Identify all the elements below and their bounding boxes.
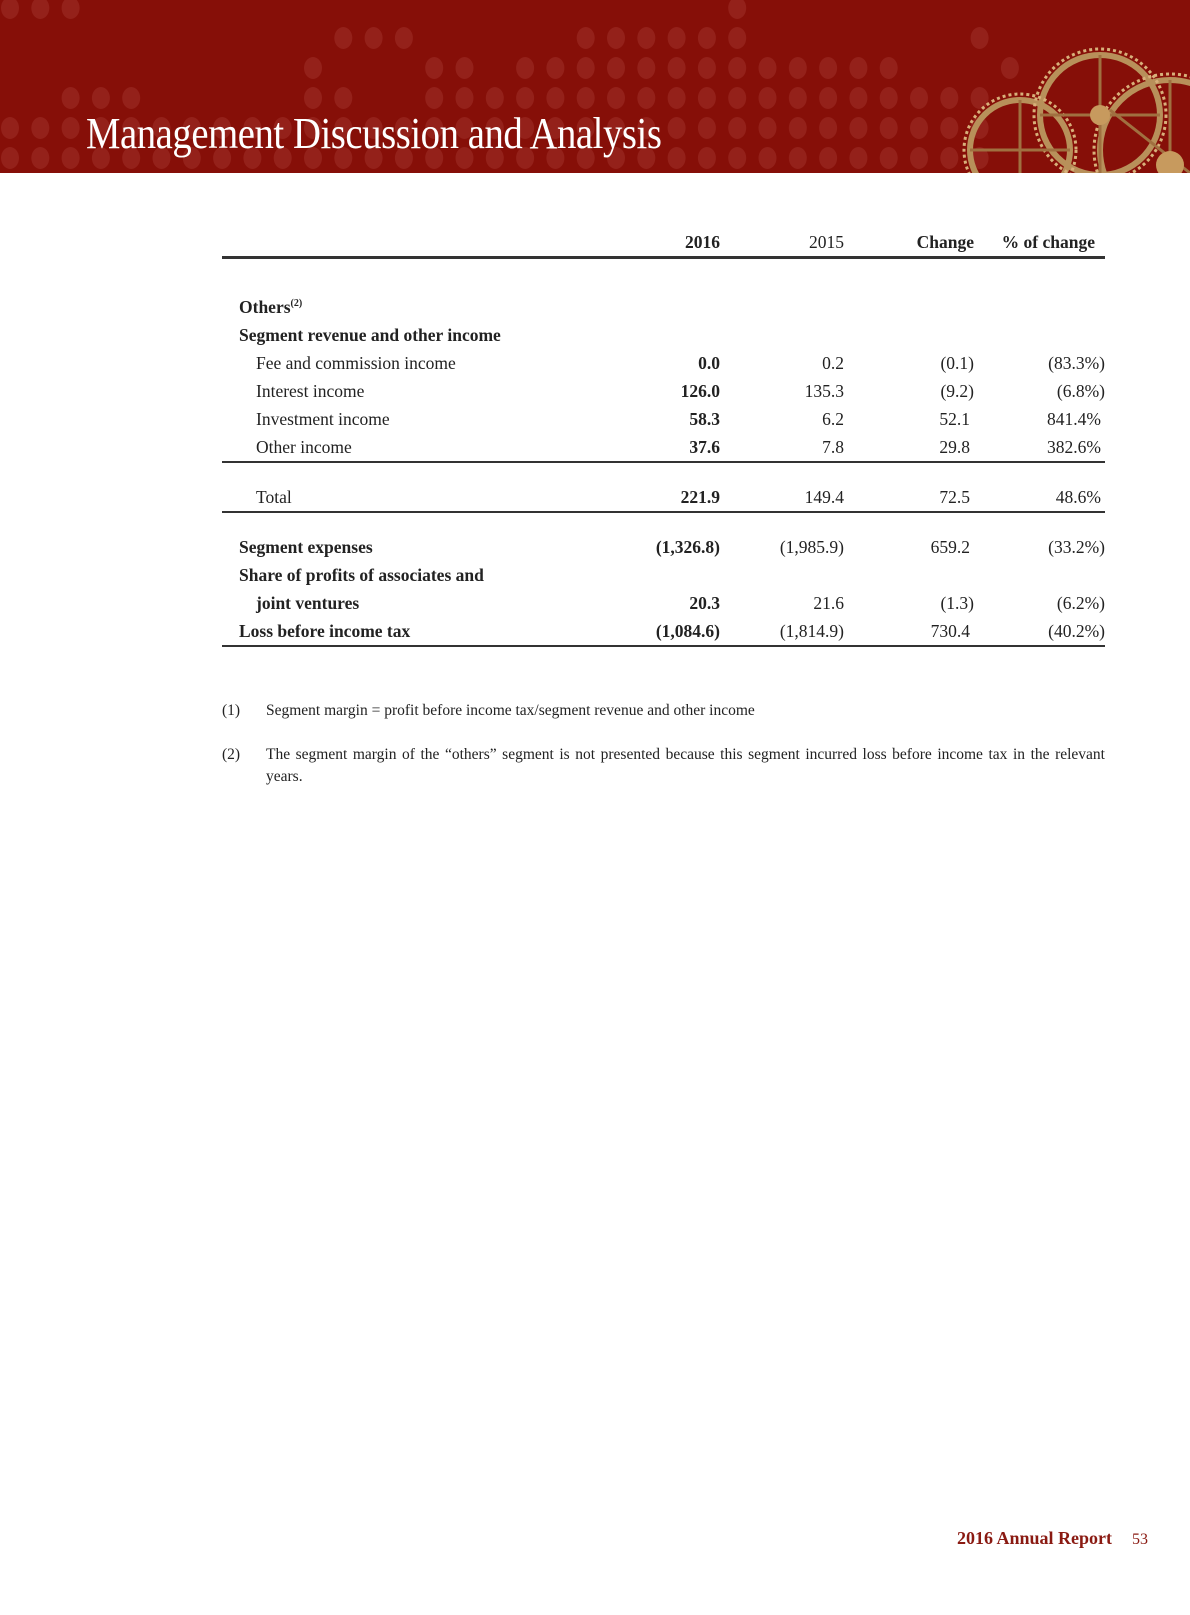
table-row	[222, 377, 1105, 405]
table-row	[222, 405, 1105, 433]
footnote-text: The segment margin of the “others” segment is not presented because this segment incurred loss before income tax in the relevant years.	[266, 746, 1105, 785]
col-2016: 2016	[685, 231, 720, 252]
footnote-mark: (2)	[222, 746, 241, 763]
row-label: Loss before income tax	[239, 620, 411, 641]
table-row-share-cont	[222, 589, 1105, 617]
cell-change: 52.1	[939, 408, 970, 429]
cell-2016: 20.3	[689, 592, 720, 613]
page-footer	[957, 1528, 1148, 1549]
row-label: Investment income	[256, 408, 390, 429]
section-label: Others	[239, 296, 291, 317]
subheading	[222, 321, 1105, 349]
report-name: 2016 Annual Report	[956, 1528, 1112, 1548]
cell-2015: 6.2	[822, 408, 844, 429]
table-row	[222, 433, 1105, 461]
row-label: Fee and commission income	[256, 352, 456, 373]
page-number: 53	[1132, 1531, 1148, 1548]
cell-2016: 0.0	[698, 352, 720, 373]
cell-2016: 58.3	[689, 408, 720, 429]
subheading-label: Segment revenue and other income	[239, 324, 501, 345]
cell-2016: 126.0	[680, 380, 720, 401]
row-label: Other income	[256, 436, 352, 457]
footnote-text: Segment margin = profit before income tax/segment revenue and other income	[266, 702, 755, 719]
col-pct-change: % of change	[1001, 231, 1095, 252]
row-label: Segment expenses	[239, 536, 373, 557]
col-change: Change	[916, 231, 974, 252]
section-title	[222, 293, 1105, 321]
footnote-ref: (2)	[290, 297, 303, 309]
table-header-row	[222, 228, 1105, 256]
cell-2015: 7.8	[822, 436, 844, 457]
table-row-expenses	[222, 533, 1105, 561]
table-row-share	[222, 561, 1105, 589]
cell-2015: (1,814.9)	[779, 620, 844, 641]
header-banner	[0, 0, 1190, 173]
cell-pct: (83.3%)	[1048, 352, 1105, 373]
cell-change: 730.4	[930, 620, 970, 641]
cell-2015: 21.6	[813, 592, 844, 613]
gears-image	[900, 40, 1190, 173]
row-label: Interest income	[256, 380, 365, 401]
cell-2015: (1,985.9)	[779, 536, 844, 557]
cell-change: 659.2	[930, 536, 970, 557]
cell-2016: 221.9	[680, 486, 720, 507]
table-row	[222, 349, 1105, 377]
footnote-2	[222, 744, 1105, 788]
cell-change: 72.5	[939, 486, 970, 507]
col-2015: 2015	[809, 231, 844, 252]
cell-2016: 37.6	[689, 436, 720, 457]
cell-pct: 382.6%	[1047, 436, 1101, 457]
cell-change: 29.8	[939, 436, 970, 457]
row-label: Total	[256, 486, 292, 507]
cell-2016: (1,084.6)	[655, 620, 720, 641]
cell-pct: 841.4%	[1047, 408, 1101, 429]
page-title: Management Discussion and Analysis	[86, 109, 662, 158]
row-label: Share of profits of associates and	[239, 564, 484, 585]
cell-pct: (6.2%)	[1056, 592, 1105, 613]
cell-2015: 149.4	[804, 486, 844, 507]
divider	[222, 645, 1105, 647]
cell-pct: (6.8%)	[1056, 380, 1105, 401]
cell-pct: (33.2%)	[1048, 536, 1105, 557]
cell-2015: 135.3	[804, 380, 844, 401]
cell-change: (0.1)	[940, 352, 974, 373]
footnote-mark: (1)	[222, 702, 241, 719]
cell-pct: 48.6%	[1055, 486, 1101, 507]
cell-change: (9.2)	[940, 380, 974, 401]
cell-change: (1.3)	[940, 592, 974, 613]
row-label: joint ventures	[256, 592, 360, 613]
cell-2015: 0.2	[822, 352, 844, 373]
table-row-total	[222, 483, 1105, 511]
financial-table	[222, 228, 1105, 647]
table-row-loss	[222, 617, 1105, 645]
cell-2016: (1,326.8)	[655, 536, 720, 557]
cell-pct: (40.2%)	[1048, 620, 1105, 641]
footnote-1	[222, 700, 1105, 722]
